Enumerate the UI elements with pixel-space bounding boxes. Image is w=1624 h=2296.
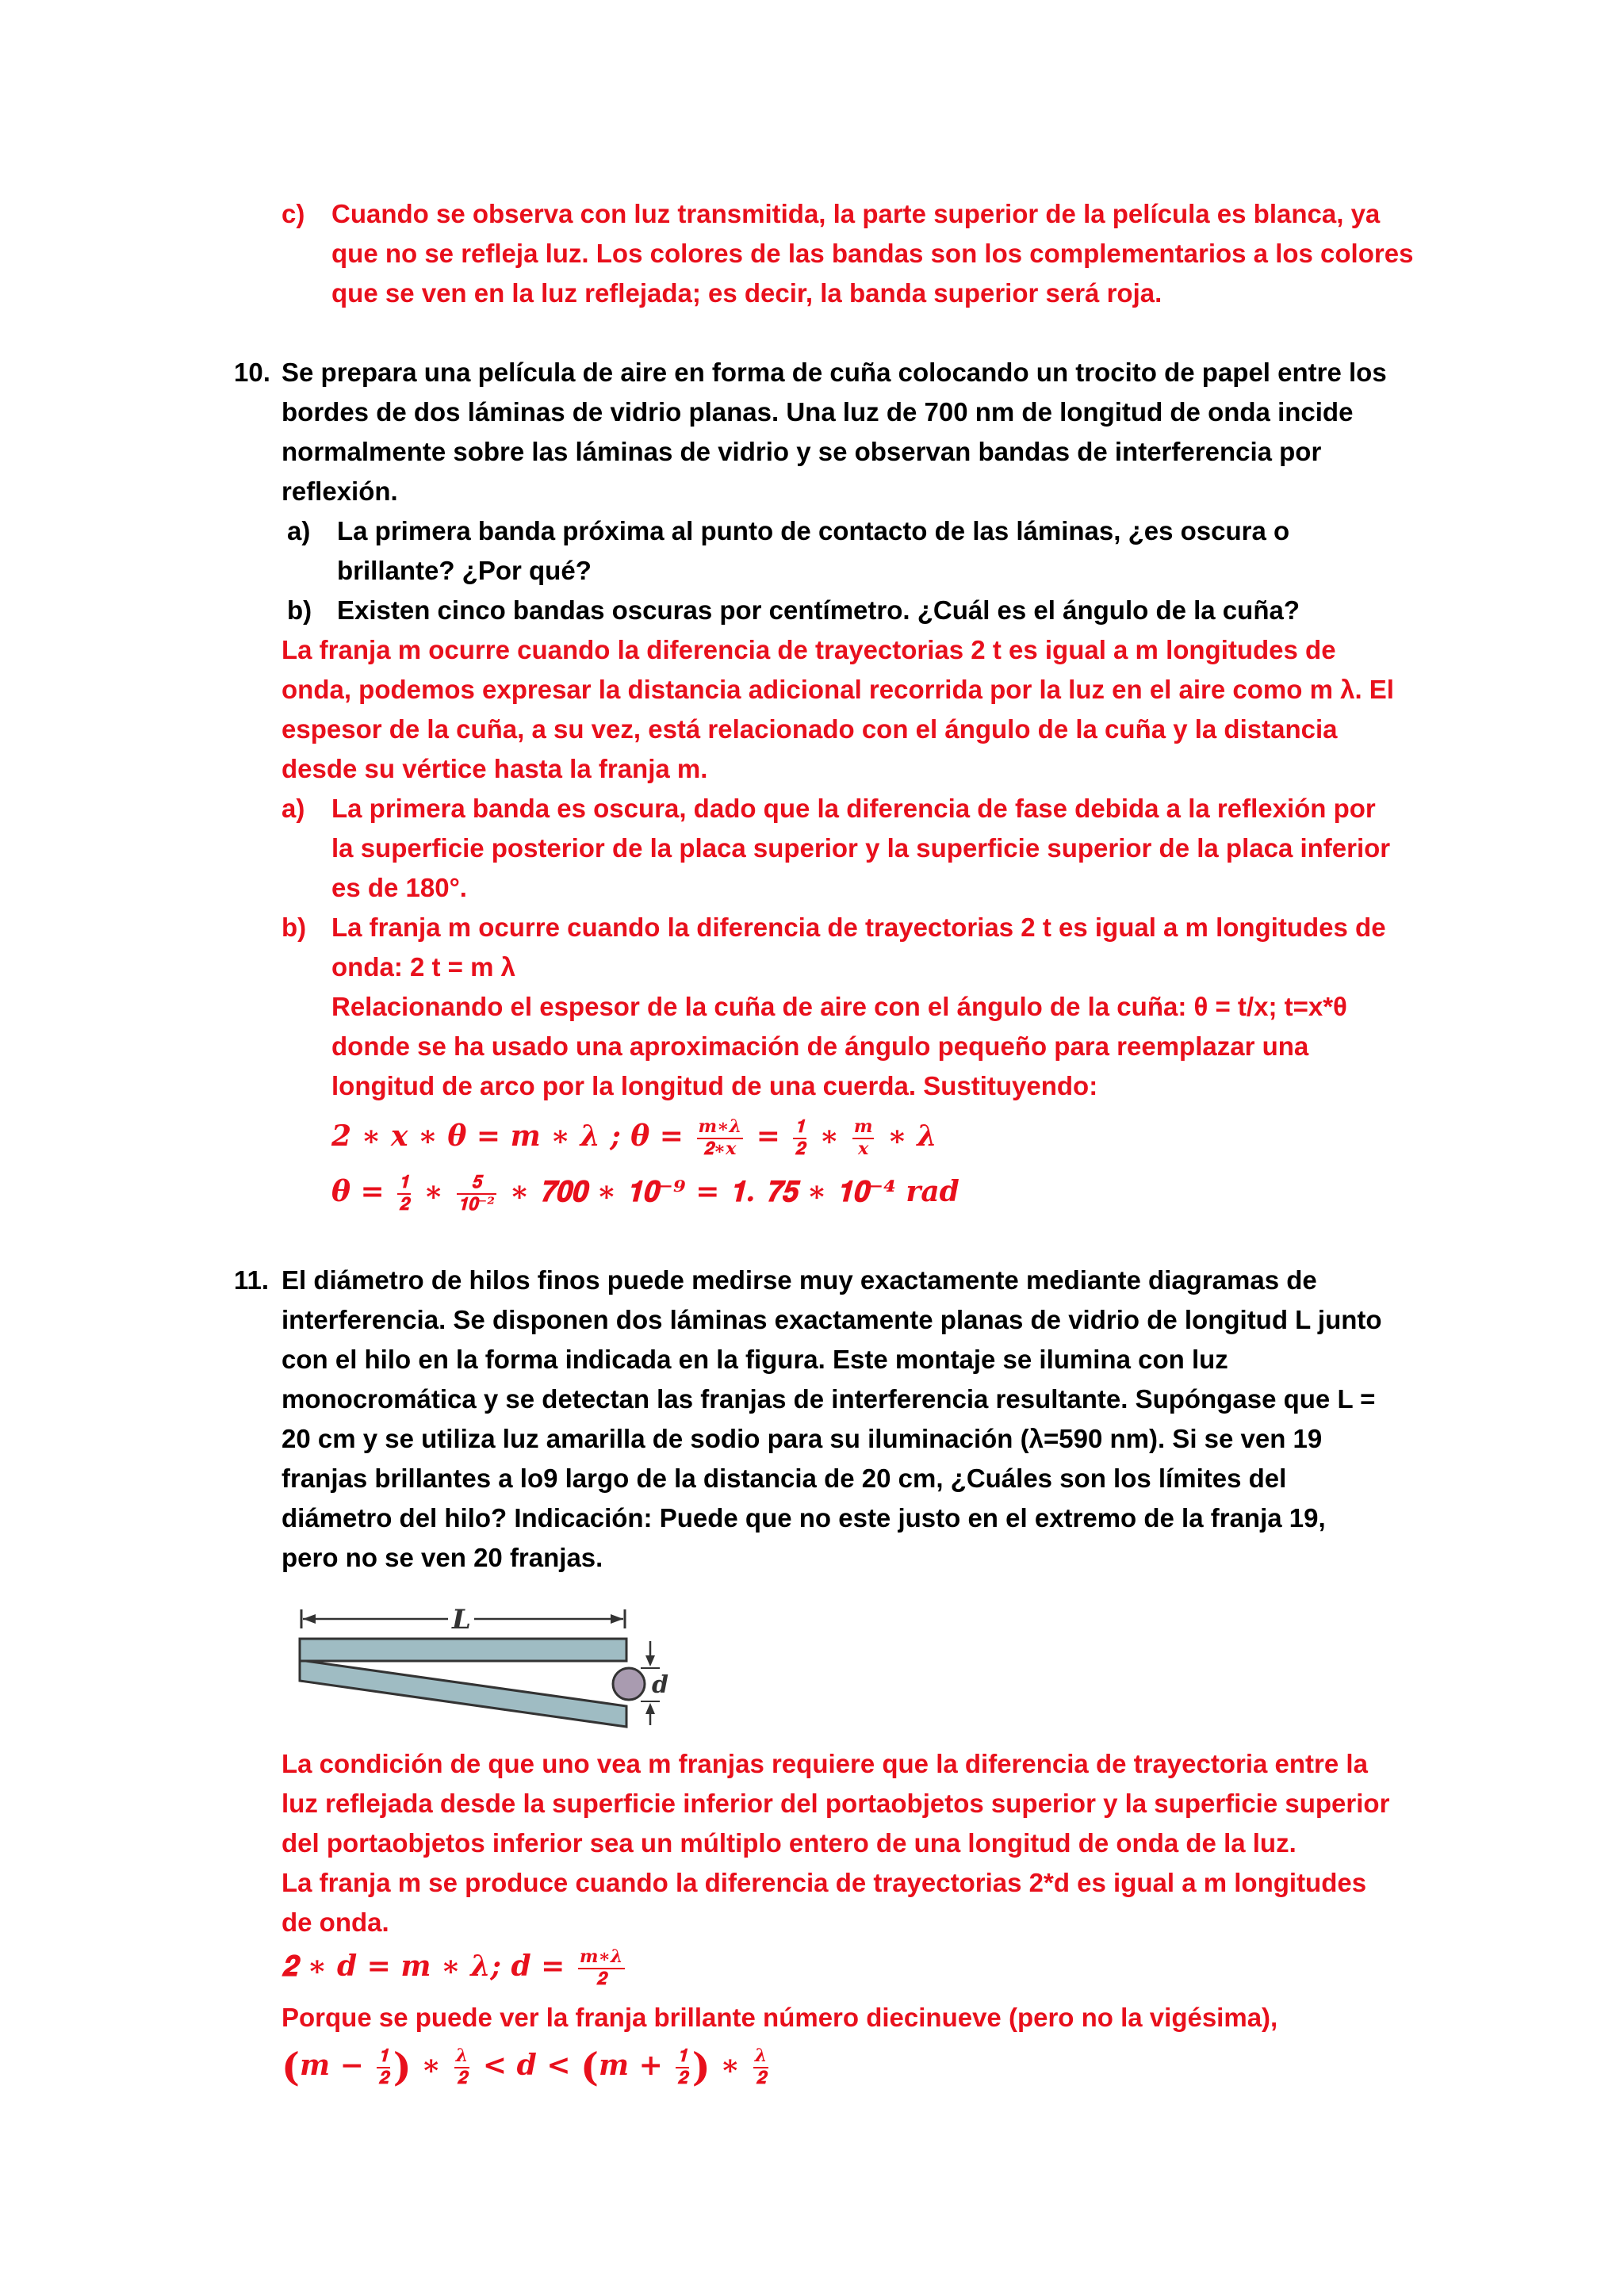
q9c-line-1: Cuando se observa con luz transmitida, la parte superior de la película es blanca, ya: [331, 199, 1381, 228]
q10-line-2: bordes de dos láminas de vidrio planas. Una luz de 700 nm de longitud de onda incide: [282, 397, 1354, 427]
a10-a-line-3: es de 180°.: [331, 873, 467, 902]
eq2-fraction-1: $\frac{𝟏}{𝟐}$: [399, 1172, 409, 1215]
a10-intro-1: La franja m ocurre cuando la diferencia de trayectorias 2 t es igual a m longitudes de: [282, 635, 1336, 664]
q11-line-7: diámetro del hilo? Indicación: Puede que no este justo en el extremo de la franja 19,: [282, 1503, 1326, 1533]
q11-line-8: pero no se ven 20 franjas.: [282, 1543, 603, 1572]
q11-line-6: franjas brillantes a lo9 largo de la distancia de 20 cm, ¿Cuáles son los límites del: [282, 1464, 1287, 1493]
a11-line-3: del portaobjetos inferior sea un múltiplo entero de una longitud de onda de la luz.: [282, 1828, 1297, 1858]
a11-equation-2: (𝒎 − $\frac{𝟏}{𝟐}$ ) ∗ $\frac{\text{𝝀}}{𝟐}$ < 𝒅 < (𝒎 + $\frac{𝟏}{𝟐}$ ) ∗ $\frac{\text{𝝀}}{𝟐}$: [282, 2045, 768, 2090]
dim-d-arrow-top: [645, 1655, 655, 1667]
q11-figure: [293, 1594, 690, 1728]
upper-glass-plate: [300, 1639, 626, 1661]
lower-glass-plate: [300, 1660, 626, 1727]
a10-a-label: a): [282, 794, 305, 823]
a11-line-5: de onda.: [282, 1908, 389, 1937]
wire-cross-section: [613, 1668, 645, 1700]
eq2-fraction-2: $\frac{𝟓}{\text{𝟏𝟎⁻²}}$: [458, 1172, 496, 1215]
q10-a-line-2: brillante? ¿Por qué?: [337, 556, 592, 585]
a11-line-4: La franja m se produce cuando la diferencia de trayectorias 2*d es igual a m longitudes: [282, 1868, 1367, 1897]
a10-b-line-5: longitud de arco por la longitud de una cuerda. Sustituyendo:: [331, 1071, 1098, 1100]
q10-a-line-1: La primera banda próxima al punto de contacto de las láminas, ¿es oscura o: [337, 516, 1290, 545]
a10-equation-2: 𝜽 = $\frac{𝟏}{𝟐}$ ∗ $\frac{𝟓}{\text{𝟏𝟎⁻²}}$ ∗ 𝟕𝟎𝟎 ∗ 𝟏𝟎⁻⁹ = 𝟏. 𝟕𝟓 ∗ 𝟏𝟎⁻⁴ 𝒓𝒂𝒅: [331, 1172, 959, 1215]
a10-a-line-1: La primera banda es oscura, dado que la diferencia de fase debida a la reflexión por: [331, 794, 1376, 823]
eq1-fraction-1: $\frac{\text{𝒎∗𝝀}}{\text{𝟐∗𝒙}}$: [698, 1116, 742, 1159]
wedge-diagram: [293, 1594, 690, 1728]
a10-b-line-3: Relacionando el espesor de la cuña de aire con el ángulo de la cuña: θ = t/x; t=x*θ: [331, 992, 1347, 1021]
q11-line-5: 20 cm y se utiliza luz amarilla de sodio para su iluminación (λ=590 nm). Si se ven 19: [282, 1424, 1323, 1453]
q10-a-label: a): [287, 516, 311, 545]
q11-line-2: interferencia. Se disponen dos láminas exactamente planas de vidrio de longitud L junto: [282, 1305, 1382, 1334]
a10-b-line-2: onda: 2 t = m λ: [331, 952, 515, 982]
dim-arrow-right: [611, 1614, 623, 1624]
q9c-line-2: que no se refleja luz. Los colores de las bandas son los complementarios a los colores: [331, 239, 1414, 268]
a10-intro-3: espesor de la cuña, a su vez, está relacionado con el ángulo de la cuña y la distancia: [282, 714, 1338, 744]
a11-line-2: luz reflejada desde la superficie inferior del portaobjetos superior y la superficie superior: [282, 1789, 1390, 1818]
a11-line-1: La condición de que uno vea m franjas requiere que la diferencia de trayectoria entre la: [282, 1749, 1368, 1778]
eq1-fraction-2: $\frac{𝟏}{𝟐}$: [795, 1116, 805, 1159]
q11-line-3: con el hilo en la forma indicada en la figura. Este montaje se ilumina con luz: [282, 1345, 1228, 1374]
a10-b-line-4: donde se ha usado una aproximación de ángulo pequeño para reemplazar una: [331, 1031, 1309, 1061]
a10-a-line-2: la superficie posterior de la placa superior y la superficie superior de la placa inferior: [331, 833, 1391, 863]
label-L: L: [452, 1604, 471, 1636]
q10-line-1: Se prepara una película de aire en forma de cuña colocando un trocito de papel entre los: [282, 358, 1387, 387]
q11-line-1: El diámetro de hilos finos puede medirse muy exactamente mediante diagramas de: [282, 1265, 1317, 1295]
eq1-lhs: 2 ∗ 𝒙 ∗ 𝜽 = 𝒎 ∗ 𝝀 ; 𝜽 =: [331, 1119, 684, 1153]
q9c-line-3: que se ven en la luz reflejada; es decir, la banda superior será roja.: [331, 278, 1162, 308]
q10-number: 10.: [234, 358, 270, 387]
q10-line-3: normalmente sobre las láminas de vidrio y se observan bandas de interferencia por: [282, 437, 1322, 466]
a10-b-line-1: La franja m ocurre cuando la diferencia de trayectorias 2 t es igual a m longitudes de: [331, 913, 1386, 942]
q10-b-line-1: Existen cinco bandas oscuras por centímetro. ¿Cuál es el ángulo de la cuña?: [337, 595, 1300, 625]
a11-eq1-fraction: $\frac{\text{𝒎∗𝝀}}{𝟐}$: [579, 1946, 623, 1989]
label-d: d: [652, 1671, 668, 1699]
q11-line-4: monocromática y se detectan las franjas de interferencia resultante. Supóngase que L =: [282, 1384, 1376, 1414]
q9c-label: c): [282, 199, 305, 228]
a10-equation-1: 2 ∗ 𝒙 ∗ 𝜽 = 𝒎 ∗ 𝝀 ; 𝜽 = $\frac{\text{𝒎∗𝝀}}{\text{𝟐∗𝒙}}$ = $\frac{𝟏}{𝟐}$ ∗ $\frac{\text{𝒎}}{\text{𝒙}}$ ∗ 𝝀: [331, 1116, 937, 1159]
q10-line-4: reflexión.: [282, 476, 398, 506]
q11-number: 11.: [234, 1265, 270, 1295]
a11-equation-1: 𝟐 ∗ 𝒅 = 𝒎 ∗ 𝝀; 𝒅 = $\frac{\text{𝒎∗𝝀}}{𝟐}$: [282, 1946, 623, 1989]
eq1-fraction-3: $\frac{\text{𝒎}}{\text{𝒙}}$: [853, 1116, 873, 1159]
a11-after-line: Porque se puede ver la franja brillante número diecinueve (pero no la vigésima),: [282, 2003, 1278, 2032]
a10-intro-4: desde su vértice hasta la franja m.: [282, 754, 708, 783]
dim-arrow-left: [303, 1614, 316, 1624]
a10-intro-2: onda, podemos expresar la distancia adicional recorrida por la luz en el aire como m λ. El: [282, 675, 1394, 704]
q10-b-label: b): [287, 595, 312, 625]
a10-b-label: b): [282, 913, 307, 942]
